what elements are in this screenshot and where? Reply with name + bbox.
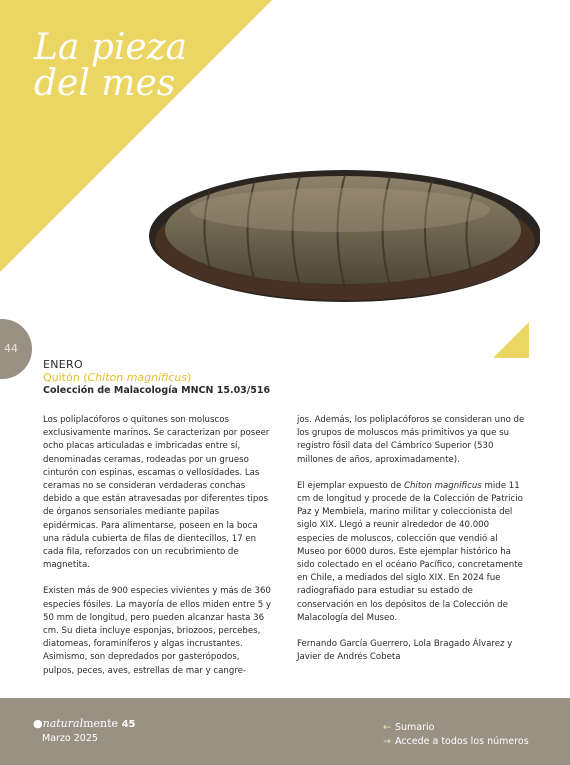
title-line-2: del mes [34,63,176,104]
paragraph: El ejemplar expuesto de Chiton magnificus mide 11 cm de longitud y procede de la Colección de Patricio Paz y Membiela, marino militar y coleccionista del siglo XIX. Llegó a reunir alrededor de 40.000 especies de moluscos, colección que vendió al Museo por 6000 duros. Este ejemplar histórico ha sido colectado en el océano Pacífico, concretamente en Chile, a mediados del siglo XIX. En 2024 fue radiografiado para estudiar su estado de conservación en los depósitos de la Colección de Malacología del Museo. [297,480,523,623]
dot-icon: ● [33,717,43,730]
body-column-2 [297,414,527,677]
arrow-left-icon: ← [383,722,391,733]
paragraph: Los poliplacóforos o quitones son moluscos exclusivamente marinos. Se caracterizan por poseer ocho placas articuladas e imbricadas entre sí, denominadas ceramas, rodeadas por un grueso cinturón con espinas, escamas o vellosidades. Las ceramas no se consideran verdaderas conchas debido a que están atravesadas por diferentes tipos de órganos sensoriales mediante papilas epidérmicas. Para alimentarse, poseen en la boca una rádula cubierta de filas de dientecillos, 17 en cada fila, reforzados con un recubrimiento de magnetita. [43,415,270,571]
yellow-corner-mark [493,322,529,358]
article-header [43,358,270,397]
body-column-1 [43,414,273,691]
footer-nav [383,721,529,749]
arrow-right-icon: → [383,736,391,747]
issue-number: 45 [121,719,136,730]
title-line-1: La pieza [34,27,188,68]
chiton-specimen-image [140,150,540,310]
magazine-logo[interactable]: ●naturalmente 45 [33,717,136,730]
paragraph: Existen más de 900 especies vivientes y más de 360 especies fósiles. La mayoría de ellos miden entre 5 y 50 mm de longitud, pero pueden alcanzar hasta 36 cm. Su dieta incluye esponjas, briozoos, percebes, diatomeas, foraminíferos y algas incrustantes. Asimismo, son depredados por gasterópodos, pulpos, peces, aves, estrellas de mar y cangre- [43,586,271,676]
collection-reference: Colección de Malacología MNCN 15.03/516 [43,385,271,396]
paragraph: jos. Además, los poliplacóforos se consideran uno de los grupos de moluscos más primitivos ya que su registro fósil data del Cámbrico Superior (530 millones de años, aproximadamente). [297,415,525,465]
issue-date: Marzo 2025 [42,733,98,744]
section-title [34,27,188,104]
species-name: Quitón (Chiton magnificus) [43,371,192,384]
species-latin: Chiton magnificus [87,371,188,384]
all-issues-link[interactable]: → Accede a todos los números [383,736,529,747]
month-label: ENERO [43,358,83,371]
page-number: 44 [4,342,18,355]
authors: Fernando García Guerrero, Lola Bragado Álvarez y Javier de Andrés Cobeta [297,639,513,663]
summary-link[interactable]: ← Sumario [383,722,435,733]
